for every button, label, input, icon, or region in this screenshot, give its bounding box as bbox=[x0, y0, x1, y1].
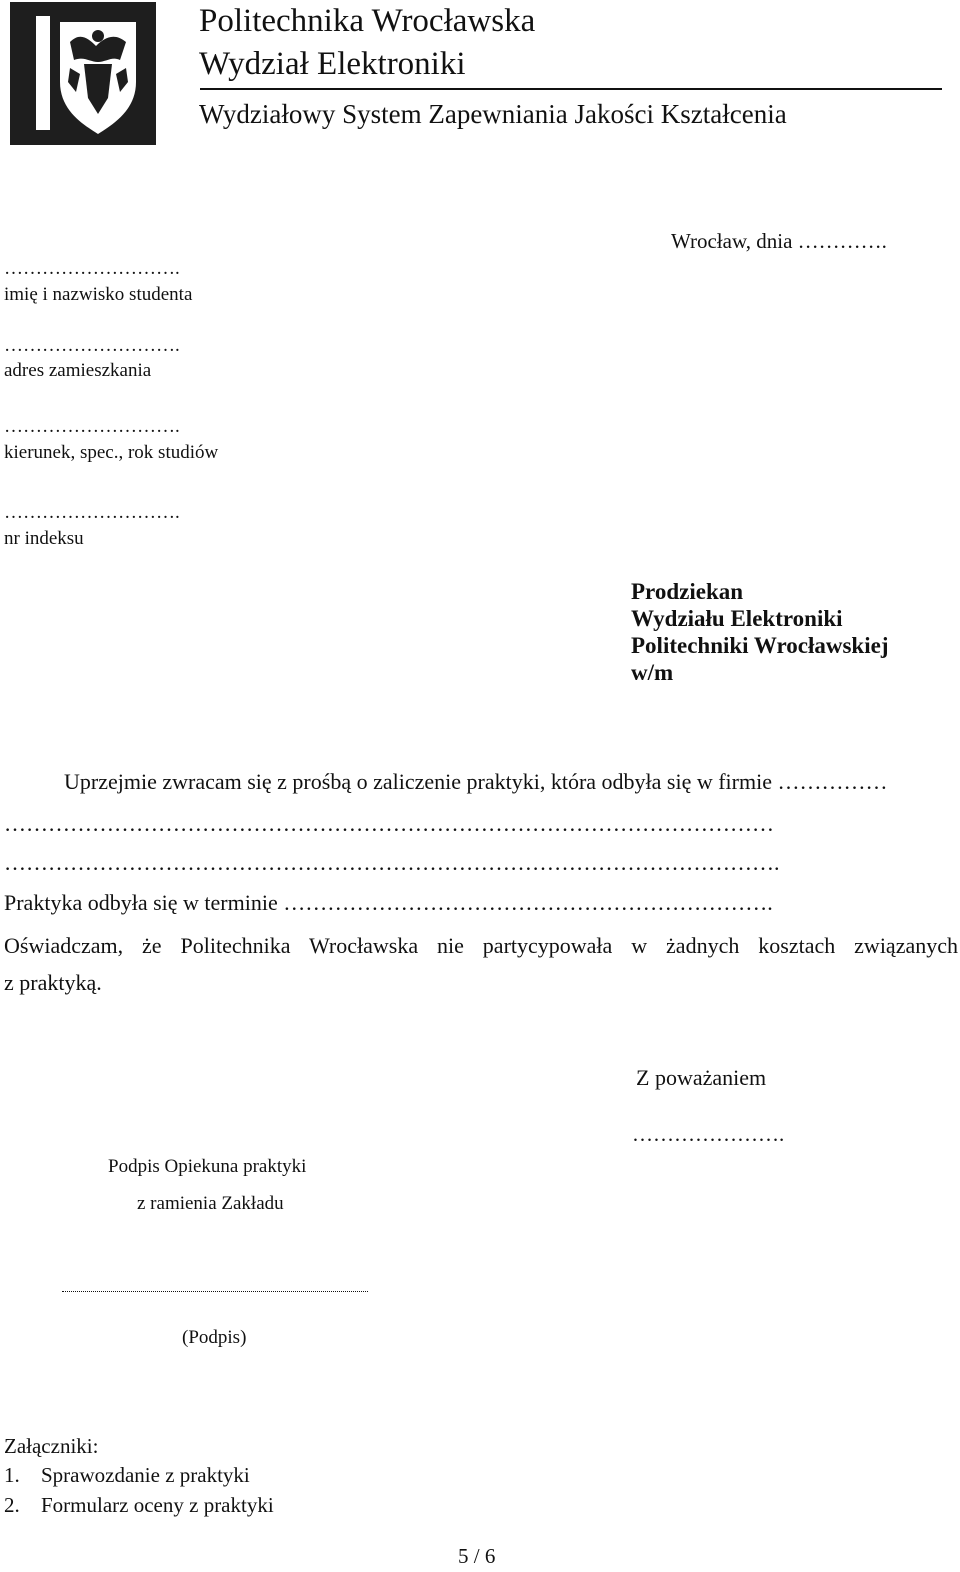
addressee-line-3: Politechniki Wrocławskiej bbox=[631, 633, 889, 658]
signature-caption: (Podpis) bbox=[182, 1327, 247, 1348]
eagle-emblem-icon bbox=[10, 2, 156, 145]
attachment-1-text: Sprawozdanie z praktyki bbox=[41, 1463, 250, 1487]
attachment-1-number: 1. bbox=[4, 1463, 20, 1487]
declaration-line-1: Oświadczam, że Politechnika Wrocławska nie partycypowała w żadnych kosztach związanych bbox=[4, 933, 958, 958]
index-number-label: nr indeksu bbox=[4, 528, 84, 549]
attachment-2-text: Formularz oceny z praktyki bbox=[41, 1493, 274, 1517]
company-dots-line-2: ……………………………………………………………………………………………. bbox=[4, 850, 780, 875]
university-name: Politechnika Wrocławska bbox=[199, 3, 536, 39]
request-text: Uprzejmie zwracam się z prośbą o zaliczenie praktyki, która odbyła się w firmie …………… bbox=[64, 769, 888, 794]
quality-system-name: Wydziałowy System Zapewniania Jakości Kształcenia bbox=[199, 99, 787, 129]
addressee-line-4: w/m bbox=[631, 660, 674, 685]
regards-text: Z poważaniem bbox=[636, 1065, 767, 1090]
field-of-study-dots: ………………………. bbox=[4, 416, 180, 437]
student-name-dots: ………………………. bbox=[4, 258, 180, 279]
supervisor-department-label: z ramienia Zakładu bbox=[137, 1193, 284, 1214]
addressee-line-1: Prodziekan bbox=[631, 579, 744, 604]
index-number-dots: ………………………. bbox=[4, 502, 180, 523]
date-line: Wrocław, dnia …………. bbox=[671, 229, 887, 253]
internship-term: Praktyka odbyła się w terminie …………………………………………………………. bbox=[4, 890, 773, 915]
address-dots: ………………………. bbox=[4, 335, 180, 356]
signature-line bbox=[62, 1291, 368, 1292]
student-name-label: imię i nazwisko studenta bbox=[4, 284, 193, 305]
university-logo bbox=[10, 2, 156, 145]
attachment-2-number: 2. bbox=[4, 1493, 20, 1517]
regards-signature-dots: …………………. bbox=[632, 1122, 785, 1146]
faculty-name: Wydział Elektroniki bbox=[199, 46, 466, 82]
page-number: 5 / 6 bbox=[458, 1544, 496, 1568]
company-dots-line-1: …………………………………………………………………………………………… bbox=[4, 811, 774, 836]
header-rule bbox=[200, 88, 942, 90]
addressee-line-2: Wydziału Elektroniki bbox=[631, 606, 843, 631]
field-of-study-label: kierunek, spec., rok studiów bbox=[4, 442, 219, 463]
supervisor-signature-label: Podpis Opiekuna praktyki bbox=[108, 1156, 307, 1177]
address-label: adres zamieszkania bbox=[4, 360, 152, 381]
declaration-line-2: z praktyką. bbox=[4, 970, 102, 995]
attachments-title: Załączniki: bbox=[4, 1434, 99, 1458]
